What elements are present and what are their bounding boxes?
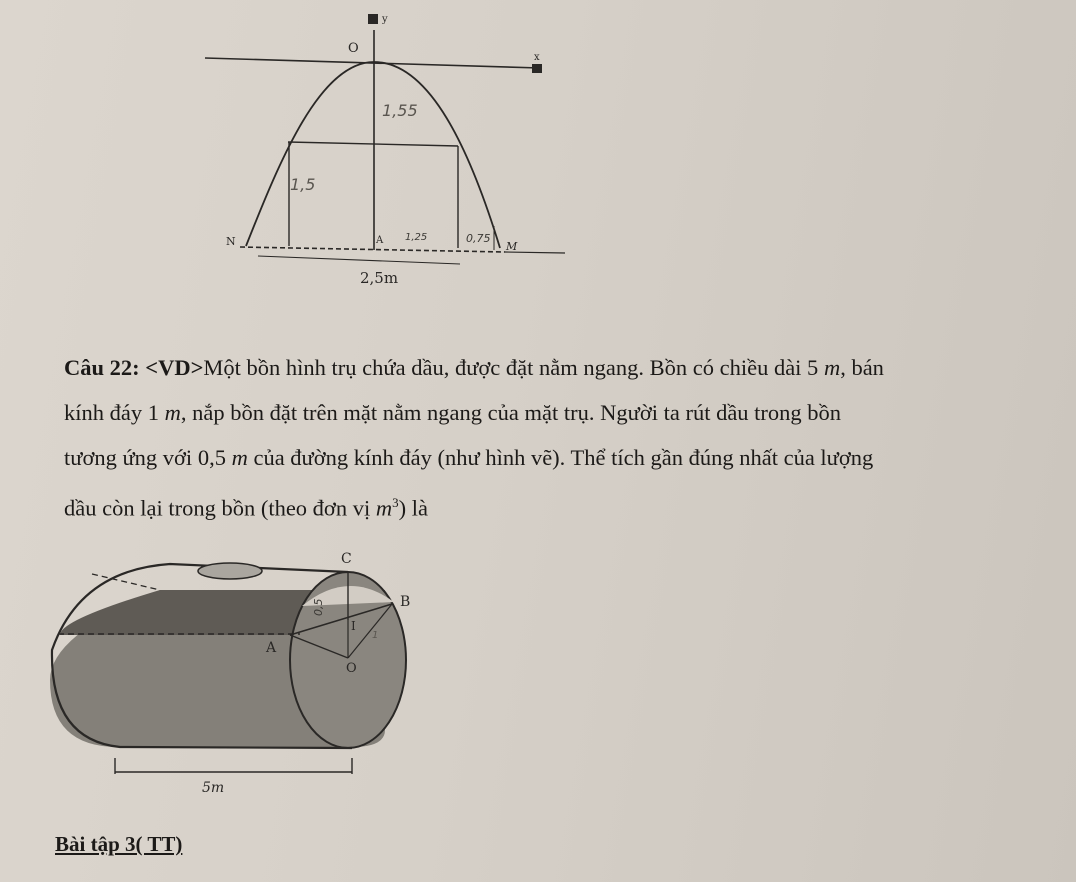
unit-m3: m — [375, 495, 393, 521]
base-dashed — [240, 247, 505, 252]
question-level-tag: <VD> — [145, 355, 204, 380]
note-left: 1,5 — [290, 175, 316, 194]
exercise-heading: Bài tập 3( TT) — [55, 832, 183, 856]
x-axis-arrow — [532, 64, 542, 73]
note-a-right: 1,25 — [405, 232, 428, 243]
parabola-curve — [246, 62, 500, 248]
unit-exponent: 3 — [392, 495, 399, 510]
question-text-3b: của đường kính đáy (như hình vẽ). Thể tích gần đúng nhất của lượng — [253, 445, 874, 470]
note-m-left: 0,75 — [466, 232, 491, 245]
point-c-label: C — [341, 551, 352, 567]
unit-m-2: m — [164, 400, 181, 425]
question-text-2b: , nắp bồn đặt trên mặt nằm ngang của mặt trụ. Người ta rút dầu trong bồn — [180, 400, 842, 425]
tank-lid — [198, 563, 262, 579]
question-22 — [64, 345, 1054, 531]
y-axis-label: y — [382, 14, 388, 25]
point-b-label: B — [400, 594, 411, 610]
point-a-label: A — [266, 640, 277, 656]
width-label: 2,5m — [360, 269, 399, 287]
point-a-label: A — [376, 235, 384, 246]
question-text-3a: tương ứng với 0,5 — [64, 445, 226, 470]
note-top: 1,55 — [382, 101, 418, 120]
note-ci: 0,5 — [312, 598, 325, 616]
x-axis — [205, 58, 540, 68]
question-text-1-end: , bán — [840, 355, 884, 380]
tank-figure — [0, 540, 1076, 810]
point-i-label: I — [351, 619, 356, 633]
point-m-label: M — [506, 240, 518, 253]
y-axis-arrow — [368, 14, 378, 24]
question-text-4b: ) là — [398, 495, 428, 521]
origin-label: O — [348, 41, 359, 56]
parabola-figure — [0, 0, 1076, 330]
tank-top-dashed — [92, 574, 160, 590]
rect-top — [288, 142, 458, 146]
unit-m-1: m — [823, 355, 841, 380]
question-number: Câu 22: — [64, 355, 140, 380]
question-text-2a: kính đáy 1 — [64, 400, 159, 425]
question-line-1 — [64, 345, 1054, 390]
question-text-4a: dầu còn lại trong bồn (theo đơn vị — [64, 495, 371, 521]
question-line-3 — [64, 435, 1054, 480]
question-line-4 — [64, 480, 1054, 531]
point-o-label: O — [346, 661, 357, 676]
length-label: 5m — [202, 780, 225, 796]
point-n-label: N — [226, 235, 236, 248]
note-ob: 1 — [372, 630, 379, 641]
question-text-1: Một bồn hình trụ chứa dầu, được đặt nằm ngang. Bồn có chiều dài 5 — [203, 355, 819, 380]
question-line-2 — [64, 390, 1054, 435]
x-axis-label: x — [534, 52, 540, 63]
unit-m-3: m — [231, 445, 248, 470]
width-arrow — [258, 256, 460, 264]
